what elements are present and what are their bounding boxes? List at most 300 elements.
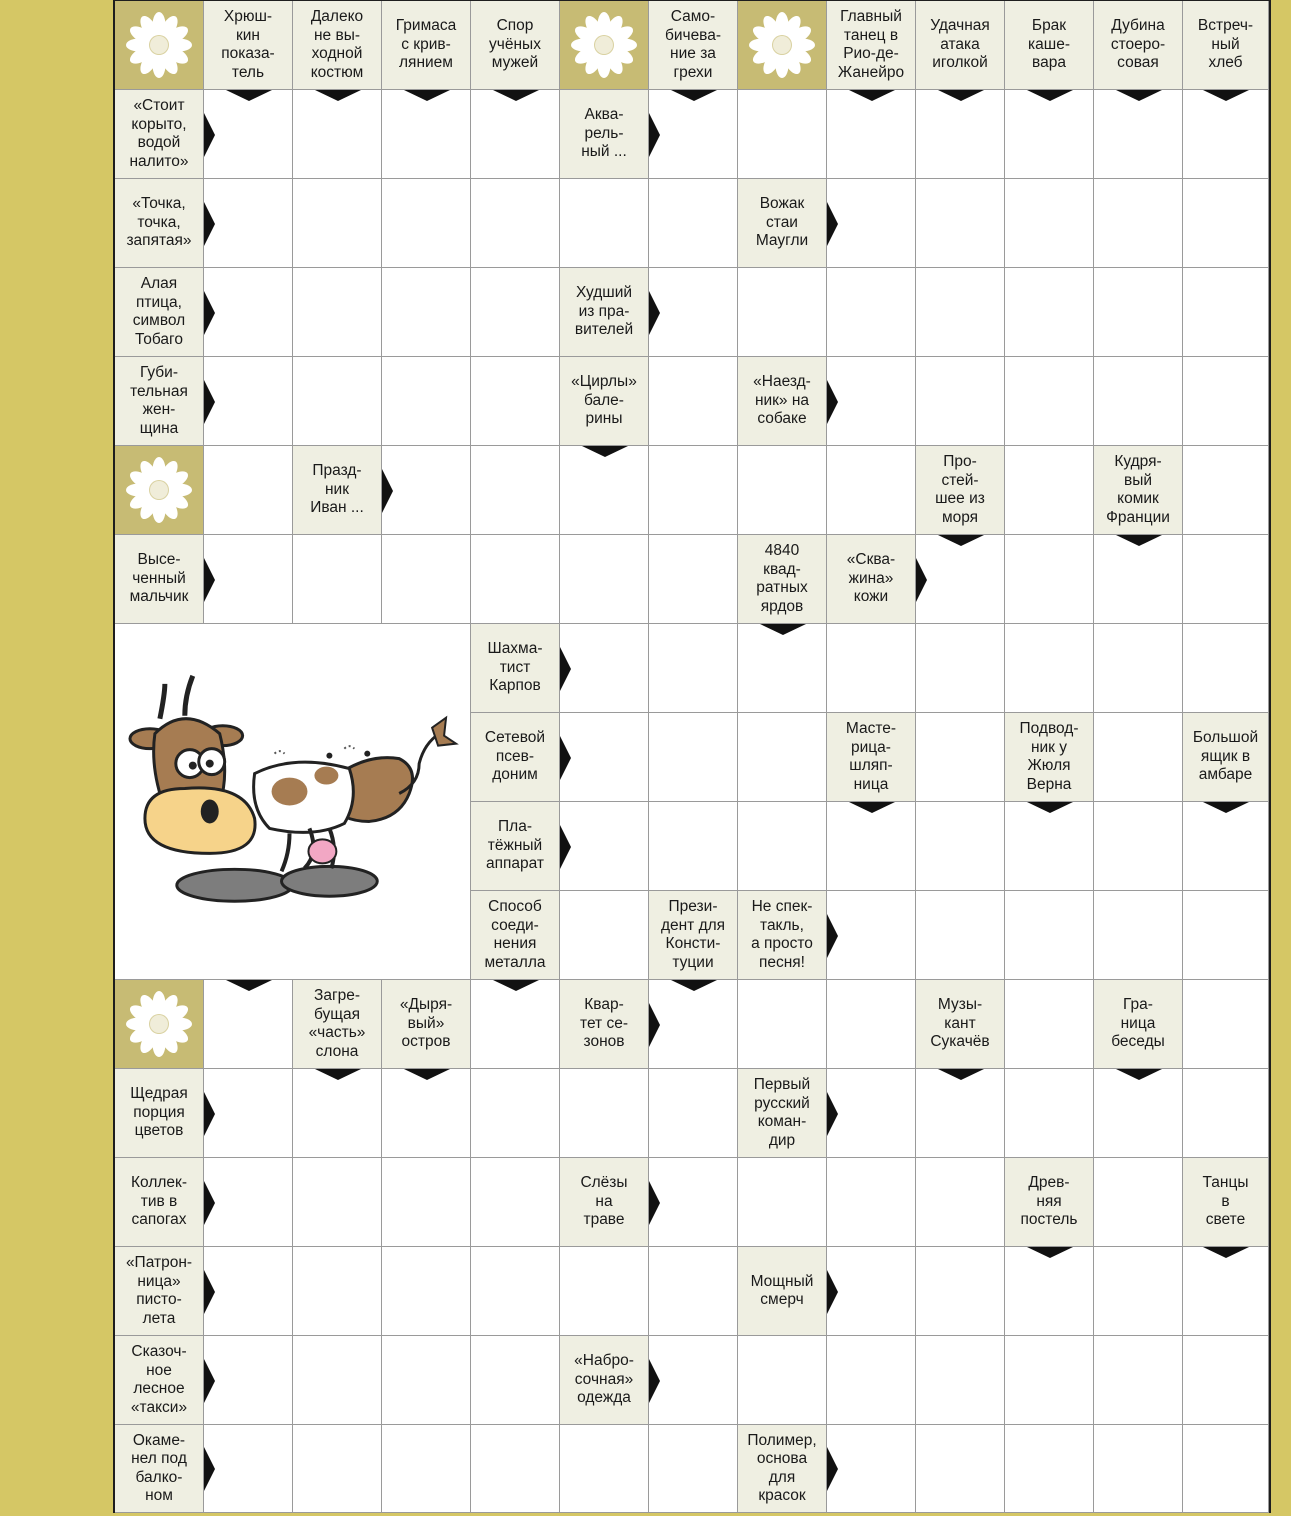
- answer-cell[interactable]: [204, 535, 293, 624]
- clue-text: Про- стей- шее из моря: [935, 453, 985, 526]
- answer-cell[interactable]: [827, 179, 916, 268]
- answer-cell[interactable]: [204, 357, 293, 446]
- answer-cell[interactable]: [827, 802, 916, 891]
- clue-text: Способ соеди- нения металла: [484, 898, 546, 971]
- answer-cell[interactable]: [1005, 1425, 1094, 1513]
- answer-cell[interactable]: [1005, 446, 1094, 535]
- arrow-right-icon: [649, 1359, 660, 1403]
- clue-cell: [1183, 1, 1269, 90]
- clue-text: Гримаса с крив- лянием: [395, 17, 457, 72]
- arrow-down-icon: [1203, 90, 1249, 101]
- arrow-right-icon: [827, 1092, 838, 1136]
- answer-cell[interactable]: [916, 1336, 1005, 1425]
- arrow-right-icon: [916, 558, 927, 602]
- answer-cell[interactable]: [293, 357, 382, 446]
- clue-text: «Наезд- ник» на собаке: [753, 373, 811, 428]
- clue-text: «Стоит корыто, водой налито»: [129, 97, 189, 170]
- answer-cell[interactable]: [471, 535, 560, 624]
- clue-cell: [1005, 713, 1094, 802]
- clue-text: Удачная атака иголкой: [930, 17, 990, 72]
- clue-text: Древ- няя постель: [1020, 1174, 1078, 1229]
- arrow-right-icon: [649, 113, 660, 157]
- clue-cell: [382, 1, 471, 90]
- answer-cell[interactable]: [293, 1425, 382, 1513]
- answer-cell[interactable]: [827, 1336, 916, 1425]
- answer-cell[interactable]: [293, 179, 382, 268]
- answer-cell[interactable]: [382, 90, 471, 179]
- answer-cell[interactable]: [738, 90, 827, 179]
- arrow-down-icon: [938, 90, 984, 101]
- clue-text: Шахма- тист Карпов: [487, 640, 543, 695]
- clue-cell: [115, 357, 204, 446]
- answer-cell[interactable]: [1005, 357, 1094, 446]
- arrow-right-icon: [204, 1092, 215, 1136]
- answer-cell[interactable]: [1005, 891, 1094, 980]
- arrow-down-icon: [404, 90, 450, 101]
- answer-cell[interactable]: [1005, 802, 1094, 891]
- answer-cell[interactable]: [738, 980, 827, 1069]
- answer-cell[interactable]: [382, 357, 471, 446]
- answer-cell[interactable]: [204, 1336, 293, 1425]
- answer-cell[interactable]: [1005, 1336, 1094, 1425]
- answer-cell[interactable]: [560, 535, 649, 624]
- clue-text: Аква- рель- ный ...: [581, 106, 627, 161]
- clue-cell: [471, 1, 560, 90]
- answer-cell[interactable]: [560, 179, 649, 268]
- arrow-down-icon: [493, 90, 539, 101]
- daisy-flower-icon: [115, 446, 204, 535]
- clue-text: Коллек- тив в сапогах: [131, 1174, 187, 1229]
- answer-cell[interactable]: [916, 1069, 1005, 1158]
- clue-text: Высе- ченный мальчик: [129, 551, 189, 606]
- answer-cell[interactable]: [204, 980, 293, 1069]
- answer-cell[interactable]: [471, 1336, 560, 1425]
- answer-cell[interactable]: [738, 268, 827, 357]
- answer-cell[interactable]: [649, 179, 738, 268]
- clue-cell: [1005, 1158, 1094, 1247]
- clue-cell: [560, 980, 649, 1069]
- arrow-right-icon: [827, 380, 838, 424]
- clue-text: Далеко не вы- ходной костюм: [310, 8, 364, 81]
- answer-cell[interactable]: [827, 1247, 916, 1336]
- answer-cell[interactable]: [1183, 1336, 1269, 1425]
- arrow-right-icon: [560, 825, 571, 869]
- arrow-down-icon: [1027, 1247, 1073, 1258]
- clue-text: Само- бичева- ние за грехи: [664, 8, 722, 81]
- answer-cell[interactable]: [293, 90, 382, 179]
- answer-cell[interactable]: [293, 1158, 382, 1247]
- answer-cell[interactable]: [560, 1069, 649, 1158]
- clue-cell: [115, 535, 204, 624]
- answer-cell[interactable]: [916, 268, 1005, 357]
- clue-text: Загре- бущая «часть» слона: [308, 987, 366, 1060]
- arrow-down-icon: [226, 980, 272, 991]
- clue-cell: [293, 446, 382, 535]
- answer-cell[interactable]: [204, 268, 293, 357]
- clue-text: Не спек- такль, а просто песня!: [751, 898, 813, 971]
- arrow-right-icon: [560, 647, 571, 691]
- answer-cell[interactable]: [471, 1158, 560, 1247]
- clue-text: Худший из пра- вителей: [574, 284, 634, 339]
- clue-cell: [560, 1158, 649, 1247]
- arrow-down-icon: [1203, 802, 1249, 813]
- clue-cell: [293, 980, 382, 1069]
- arrow-right-icon: [649, 1003, 660, 1047]
- answer-cell[interactable]: [293, 1247, 382, 1336]
- arrow-down-icon: [671, 980, 717, 991]
- answer-cell[interactable]: [471, 446, 560, 535]
- answer-cell[interactable]: [293, 268, 382, 357]
- answer-cell[interactable]: [204, 179, 293, 268]
- answer-cell[interactable]: [382, 1247, 471, 1336]
- answer-cell[interactable]: [382, 1425, 471, 1513]
- clue-text: «Точка, точка, запятая»: [126, 195, 192, 250]
- arrow-down-icon: [760, 624, 806, 635]
- answer-cell[interactable]: [293, 1069, 382, 1158]
- arrow-down-icon: [849, 802, 895, 813]
- answer-cell[interactable]: [1094, 1069, 1183, 1158]
- answer-cell[interactable]: [1094, 713, 1183, 802]
- clue-cell: [916, 1, 1005, 90]
- answer-cell[interactable]: [382, 1069, 471, 1158]
- answer-cell[interactable]: [560, 1425, 649, 1513]
- answer-cell[interactable]: [1183, 535, 1269, 624]
- clue-cell: [649, 891, 738, 980]
- answer-cell[interactable]: [560, 713, 649, 802]
- answer-cell[interactable]: [827, 1069, 916, 1158]
- clue-text: Музы- кант Сукачёв: [930, 996, 990, 1051]
- answer-cell[interactable]: [471, 357, 560, 446]
- clue-cell: [738, 357, 827, 446]
- answer-cell[interactable]: [1183, 1425, 1269, 1513]
- arrow-down-icon: [938, 1069, 984, 1080]
- answer-cell[interactable]: [916, 179, 1005, 268]
- arrow-right-icon: [649, 291, 660, 335]
- answer-cell[interactable]: [916, 802, 1005, 891]
- cartoon-cow-icon: [115, 624, 471, 980]
- answer-cell[interactable]: [916, 535, 1005, 624]
- clue-cell: [115, 1425, 204, 1513]
- answer-cell[interactable]: [827, 357, 916, 446]
- answer-cell[interactable]: [649, 357, 738, 446]
- arrow-down-icon: [1116, 1069, 1162, 1080]
- clue-cell: [560, 90, 649, 179]
- clue-text: Танцы в свете: [1202, 1174, 1249, 1229]
- clue-cell: [471, 802, 560, 891]
- daisy-flower-icon: [560, 1, 649, 90]
- clue-cell: [1094, 1, 1183, 90]
- answer-cell[interactable]: [1094, 1247, 1183, 1336]
- arrow-right-icon: [204, 1181, 215, 1225]
- answer-cell[interactable]: [827, 980, 916, 1069]
- arrow-right-icon: [560, 736, 571, 780]
- answer-cell[interactable]: [560, 802, 649, 891]
- answer-cell[interactable]: [1005, 268, 1094, 357]
- answer-cell[interactable]: [916, 1425, 1005, 1513]
- clue-text: Алая птица, символ Тобаго: [132, 275, 186, 348]
- answer-cell[interactable]: [649, 535, 738, 624]
- answer-cell[interactable]: [738, 1336, 827, 1425]
- answer-cell[interactable]: [738, 1158, 827, 1247]
- answer-cell[interactable]: [1094, 179, 1183, 268]
- answer-cell[interactable]: [1094, 624, 1183, 713]
- clue-cell: [471, 891, 560, 980]
- answer-cell[interactable]: [204, 1158, 293, 1247]
- clue-cell: [827, 1, 916, 90]
- answer-cell[interactable]: [738, 802, 827, 891]
- arrow-down-icon: [493, 980, 539, 991]
- arrow-right-icon: [204, 380, 215, 424]
- clue-text: Встреч- ный хлеб: [1197, 17, 1254, 72]
- clue-cell: [115, 1069, 204, 1158]
- answer-cell[interactable]: [649, 624, 738, 713]
- clue-cell: [1005, 1, 1094, 90]
- clue-text: Слёзы на траве: [580, 1174, 628, 1229]
- answer-cell[interactable]: [649, 90, 738, 179]
- arrow-down-icon: [582, 446, 628, 457]
- answer-cell[interactable]: [471, 268, 560, 357]
- answer-cell[interactable]: [382, 268, 471, 357]
- arrow-right-icon: [827, 1270, 838, 1314]
- answer-cell[interactable]: [1094, 802, 1183, 891]
- answer-cell[interactable]: [649, 1425, 738, 1513]
- clue-text: Хрюш- кин показа- тель: [221, 8, 275, 81]
- answer-cell[interactable]: [649, 268, 738, 357]
- arrow-right-icon: [827, 1447, 838, 1491]
- answer-cell[interactable]: [1005, 1247, 1094, 1336]
- answer-cell[interactable]: [827, 90, 916, 179]
- clue-text: «Дыря- вый» остров: [399, 996, 453, 1051]
- arrow-down-icon: [849, 90, 895, 101]
- arrow-right-icon: [204, 1270, 215, 1314]
- answer-cell[interactable]: [827, 624, 916, 713]
- answer-cell[interactable]: [1183, 1069, 1269, 1158]
- answer-cell[interactable]: [1183, 980, 1269, 1069]
- answer-cell[interactable]: [1183, 446, 1269, 535]
- answer-cell[interactable]: [827, 1158, 916, 1247]
- answer-cell[interactable]: [1005, 1069, 1094, 1158]
- clue-text: Полимер, основа для красок: [747, 1431, 817, 1504]
- clue-text: Главный танец в Рио-де- Жанейро: [837, 8, 905, 81]
- clue-text: Сказоч- ное лесное «такси»: [130, 1343, 188, 1416]
- answer-cell[interactable]: [471, 1247, 560, 1336]
- answer-cell[interactable]: [827, 1425, 916, 1513]
- arrow-down-icon: [671, 90, 717, 101]
- answer-cell[interactable]: [649, 1247, 738, 1336]
- answer-cell[interactable]: [1183, 624, 1269, 713]
- answer-cell[interactable]: [1183, 802, 1269, 891]
- answer-cell[interactable]: [1094, 1158, 1183, 1247]
- clue-cell: [382, 980, 471, 1069]
- clue-text: «Набро- сочная» одежда: [574, 1352, 634, 1407]
- clue-cell: [115, 1247, 204, 1336]
- clue-text: Губи- тельная жен- щина: [130, 364, 188, 437]
- clue-cell: [738, 535, 827, 624]
- answer-cell[interactable]: [1183, 179, 1269, 268]
- arrow-right-icon: [204, 1447, 215, 1491]
- clue-text: «Патрон- ница» писто- лета: [125, 1254, 193, 1327]
- arrow-right-icon: [827, 914, 838, 958]
- answer-cell[interactable]: [649, 802, 738, 891]
- clue-cell: [738, 179, 827, 268]
- arrow-right-icon: [827, 202, 838, 246]
- clue-text: Первый русский коман- дир: [753, 1076, 811, 1149]
- answer-cell[interactable]: [471, 980, 560, 1069]
- answer-cell[interactable]: [649, 1069, 738, 1158]
- clue-cell: [1183, 1158, 1269, 1247]
- arrow-right-icon: [649, 1181, 660, 1225]
- clue-text: «Сква- жина» кожи: [846, 551, 896, 606]
- answer-cell[interactable]: [471, 1425, 560, 1513]
- clue-text: Большой ящик в амбаре: [1192, 729, 1259, 784]
- answer-cell[interactable]: [204, 1247, 293, 1336]
- crossword-grid: [113, 0, 1271, 1513]
- answer-cell[interactable]: [1094, 1425, 1183, 1513]
- clue-text: Кудря- вый комик Франции: [1106, 453, 1170, 526]
- answer-cell[interactable]: [471, 179, 560, 268]
- clue-text: Празд- ник Иван ...: [310, 462, 364, 517]
- clue-cell: [115, 1336, 204, 1425]
- answer-cell[interactable]: [1183, 1247, 1269, 1336]
- answer-cell[interactable]: [204, 90, 293, 179]
- daisy-flower-icon: [115, 980, 204, 1069]
- answer-cell[interactable]: [560, 1247, 649, 1336]
- answer-cell[interactable]: [827, 446, 916, 535]
- clue-text: Подвод- ник у Жюля Верна: [1019, 720, 1079, 793]
- answer-cell[interactable]: [916, 891, 1005, 980]
- clue-cell: [1094, 446, 1183, 535]
- clue-text: Спор учёных мужей: [489, 17, 541, 72]
- clue-cell: [115, 90, 204, 179]
- answer-cell[interactable]: [1005, 90, 1094, 179]
- answer-cell[interactable]: [649, 980, 738, 1069]
- clue-cell: [115, 268, 204, 357]
- answer-cell[interactable]: [1183, 357, 1269, 446]
- answer-cell[interactable]: [204, 1425, 293, 1513]
- arrow-down-icon: [1203, 1247, 1249, 1258]
- arrow-down-icon: [404, 1069, 450, 1080]
- clue-cell: [738, 1425, 827, 1513]
- clue-text: 4840 квад- ратных ярдов: [756, 542, 808, 615]
- answer-cell[interactable]: [382, 179, 471, 268]
- clue-cell: [827, 713, 916, 802]
- answer-cell[interactable]: [560, 446, 649, 535]
- arrow-right-icon: [204, 558, 215, 602]
- answer-cell[interactable]: [916, 1158, 1005, 1247]
- clue-cell: [738, 1069, 827, 1158]
- clue-text: Мощный смерч: [750, 1272, 814, 1308]
- answer-cell[interactable]: [382, 1336, 471, 1425]
- answer-cell[interactable]: [293, 1336, 382, 1425]
- clue-text: Щедрая порция цветов: [130, 1085, 188, 1140]
- arrow-right-icon: [204, 113, 215, 157]
- answer-cell[interactable]: [649, 446, 738, 535]
- clue-cell: [204, 1, 293, 90]
- answer-cell[interactable]: [916, 713, 1005, 802]
- answer-cell[interactable]: [916, 624, 1005, 713]
- answer-cell[interactable]: [1183, 268, 1269, 357]
- answer-cell[interactable]: [916, 90, 1005, 179]
- answer-cell[interactable]: [1094, 268, 1183, 357]
- answer-cell[interactable]: [382, 1158, 471, 1247]
- clue-cell: [738, 1247, 827, 1336]
- answer-cell[interactable]: [649, 713, 738, 802]
- arrow-right-icon: [204, 202, 215, 246]
- answer-cell[interactable]: [1094, 535, 1183, 624]
- answer-cell[interactable]: [649, 1336, 738, 1425]
- answer-cell[interactable]: [1094, 891, 1183, 980]
- answer-cell[interactable]: [560, 624, 649, 713]
- clue-cell: [827, 535, 916, 624]
- answer-cell[interactable]: [1005, 179, 1094, 268]
- answer-cell[interactable]: [1005, 624, 1094, 713]
- answer-cell[interactable]: [1094, 357, 1183, 446]
- answer-cell[interactable]: [1183, 891, 1269, 980]
- arrow-down-icon: [1116, 90, 1162, 101]
- clue-text: Прези- дент для Консти- туции: [660, 898, 726, 971]
- answer-cell[interactable]: [738, 713, 827, 802]
- clue-cell: [1183, 713, 1269, 802]
- clue-text: Сетевой псев- доним: [484, 729, 546, 784]
- arrow-down-icon: [315, 90, 361, 101]
- clue-text: Гра- ница беседы: [1111, 996, 1165, 1051]
- arrow-down-icon: [226, 90, 272, 101]
- answer-cell[interactable]: [827, 268, 916, 357]
- clue-cell: [560, 1336, 649, 1425]
- answer-cell[interactable]: [1183, 90, 1269, 179]
- clue-text: Брак каше- вара: [1028, 17, 1070, 72]
- clue-cell: [471, 713, 560, 802]
- answer-cell[interactable]: [738, 624, 827, 713]
- arrow-down-icon: [938, 535, 984, 546]
- daisy-flower-icon: [115, 1, 204, 90]
- answer-cell[interactable]: [293, 535, 382, 624]
- answer-cell[interactable]: [204, 1069, 293, 1158]
- clue-cell: [293, 1, 382, 90]
- answer-cell[interactable]: [382, 446, 471, 535]
- answer-cell[interactable]: [916, 357, 1005, 446]
- clue-cell: [916, 446, 1005, 535]
- arrow-right-icon: [382, 469, 393, 513]
- answer-cell[interactable]: [1005, 535, 1094, 624]
- answer-cell[interactable]: [560, 891, 649, 980]
- clue-cell: [560, 268, 649, 357]
- clue-cell: [560, 357, 649, 446]
- answer-cell[interactable]: [204, 446, 293, 535]
- answer-cell[interactable]: [1094, 90, 1183, 179]
- answer-cell[interactable]: [471, 90, 560, 179]
- clue-text: Окаме- нел под балко- ном: [131, 1431, 187, 1504]
- answer-cell[interactable]: [916, 1247, 1005, 1336]
- clue-text: Вожак стаи Маугли: [755, 195, 809, 250]
- answer-cell[interactable]: [1094, 1336, 1183, 1425]
- answer-cell[interactable]: [382, 535, 471, 624]
- clue-text: Дубина стоеро- совая: [1110, 17, 1166, 72]
- answer-cell[interactable]: [471, 1069, 560, 1158]
- arrow-down-icon: [1027, 802, 1073, 813]
- arrow-down-icon: [1027, 90, 1073, 101]
- clue-cell: [471, 624, 560, 713]
- clue-text: Масте- рица- шляп- ница: [845, 720, 897, 793]
- arrow-right-icon: [204, 1359, 215, 1403]
- answer-cell[interactable]: [649, 1158, 738, 1247]
- clue-text: Пла- тёжный аппарат: [485, 818, 545, 873]
- answer-cell[interactable]: [738, 446, 827, 535]
- daisy-flower-icon: [738, 1, 827, 90]
- clue-cell: [738, 891, 827, 980]
- answer-cell[interactable]: [1005, 980, 1094, 1069]
- answer-cell[interactable]: [827, 891, 916, 980]
